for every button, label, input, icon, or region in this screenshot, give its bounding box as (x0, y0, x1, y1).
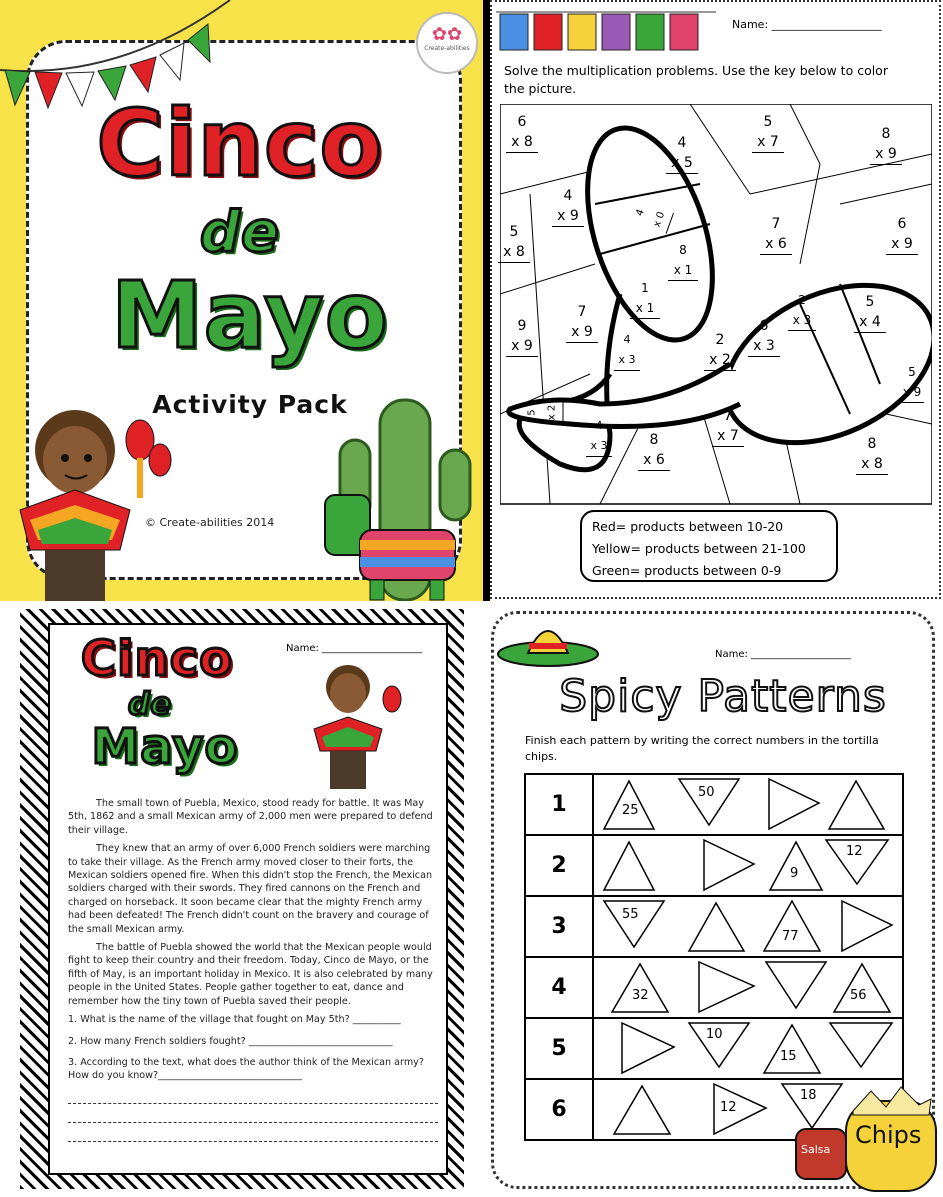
mult-problem (760, 214, 792, 255)
problem-top: 8 (679, 243, 687, 257)
problem-top: 4 (595, 419, 603, 432)
mult-problem (552, 186, 584, 227)
cover-copyright: © Create-abilities 2014 (145, 516, 275, 529)
color-sheet-instructions: Solve the multiplication problems. Use the key below to color the picture. (504, 63, 888, 96)
pattern-row (525, 896, 903, 957)
problem-top: 5 (763, 114, 773, 130)
pattern-row (525, 835, 903, 896)
color-by-number-panel (490, 0, 943, 601)
problem-bottom: x 9 (566, 322, 598, 343)
problem-bottom: x 9 (900, 382, 924, 403)
chip-value: 12 (846, 844, 863, 859)
problem-bottom: x 9 (886, 234, 918, 255)
patterns-name-field: Name: ____________________ (715, 649, 852, 660)
boy-illustration (308, 659, 408, 789)
row-number: 4 (525, 957, 593, 1018)
cover-title-mayo: Mayo (111, 262, 389, 369)
problem-top: 8 (881, 126, 891, 142)
reading-story (68, 797, 438, 1148)
problem-bottom: x 9 (552, 206, 584, 227)
cover-title-de: de (199, 200, 281, 265)
mult-problem (788, 290, 816, 331)
mult-problem (506, 112, 538, 153)
chips-shapes (594, 897, 906, 956)
chip-value: 77 (782, 929, 799, 944)
reading-title-mayo: Mayo (91, 719, 239, 775)
problem-bottom: x 7 (752, 132, 784, 153)
patterns-title: Spicy Patterns (559, 671, 887, 722)
answer-line (68, 1091, 438, 1104)
problem-top: 7 (771, 216, 781, 232)
mult-problem (566, 302, 598, 343)
chip-value: 15 (780, 1049, 797, 1064)
problem-bottom: x 8 (498, 242, 530, 263)
chip-value: 10 (706, 1027, 723, 1042)
pattern-chips (593, 835, 903, 896)
row-number: 5 (525, 1018, 593, 1079)
papel-picado-banner (496, 6, 716, 56)
mult-problem (856, 434, 888, 475)
problem-top: 4 (563, 188, 573, 204)
salsa-label: Salsa (801, 1143, 831, 1156)
key-yellow: Yellow= products between 21-100 (592, 541, 806, 556)
mult-problem (870, 124, 902, 165)
patterns-instructions: Finish each pattern by writing the correct numbers in the tortilla chips. (525, 734, 879, 763)
problem-bottom: x 8 (856, 454, 888, 475)
patterns-panel (483, 601, 943, 1197)
problem-top: 6 (517, 114, 527, 130)
chip-value: 55 (622, 907, 639, 922)
story-paragraph: The battle of Puebla showed the world that the Mexican people would fight to keep their country and their freedom. Today, Cinco de Mayo, or the fifth of May, is an important holiday in Mexico. It is also celebrated by many people in the United States. People gather together to eat, dance and remember how the tiny town of Puebla saved their people. (68, 942, 433, 1007)
problem-top: 7 (723, 408, 733, 424)
story-paragraph: They knew that an army of over 6,000 French soldiers were marching to take their village. As the French army moved closer to their forts, the Mexican soldiers opened fire. When this didn't stop the French, the Mexican soldiers charged with their swords. They fired cannons on the French and charged on horseback. It soon became clear that the mighty French army had been defeated! The French didn't count on the bravery and courage of the small Mexican army. (68, 843, 433, 935)
problem-top: 9 (517, 318, 527, 334)
problem-top: 4 (677, 135, 687, 151)
reading-panel (0, 601, 483, 1197)
boy-with-maraca-illustration (10, 380, 180, 601)
chip-value: 18 (800, 1088, 817, 1103)
key-red: Red= products between 10-20 (592, 519, 784, 534)
problem-bottom: x 9 (870, 144, 902, 165)
mult-problem (900, 362, 924, 403)
chip-value: 32 (632, 988, 649, 1003)
mult-problem (506, 316, 538, 357)
mult-problem (666, 133, 698, 174)
pattern-row (525, 1018, 903, 1079)
problem-top: 6 (897, 216, 907, 232)
problem-top: 5 (908, 365, 916, 379)
row-number: 1 (525, 774, 593, 835)
problem-bottom: x 5 (666, 153, 698, 174)
problem-bottom: x 4 (854, 312, 886, 333)
problem-top: 5 (865, 294, 875, 310)
problem-top: 5 (526, 409, 538, 416)
problem-bottom: x 9 (506, 336, 538, 357)
mult-problem (854, 292, 886, 333)
answer-line (68, 1129, 438, 1142)
problem-bottom: x 6 (638, 450, 670, 471)
chip-value: 25 (622, 803, 639, 818)
pattern-row (525, 774, 903, 835)
problem-bottom: x 2 (543, 402, 564, 424)
question-1: 1. What is the name of the village that fought on May 5th? __________ (68, 1014, 401, 1026)
reading-name-field: Name: ____________________ (286, 643, 423, 654)
chips-label: Chips (855, 1121, 922, 1149)
mult-problem (614, 330, 640, 371)
cover-panel (0, 0, 483, 601)
mult-problem (630, 278, 660, 319)
mult-problem (748, 316, 780, 357)
problem-top: 2 (715, 332, 725, 348)
chip-value: 56 (850, 988, 867, 1003)
chip-value: 50 (698, 785, 715, 800)
key-green: Green= products between 0-9 (592, 563, 782, 578)
mult-problem (586, 416, 612, 457)
mult-problem (752, 112, 784, 153)
problem-bottom: x 2 (704, 350, 736, 371)
mult-problem (712, 406, 744, 447)
pattern-row (525, 957, 903, 1018)
cover-subtitle: Activity Pack (152, 390, 348, 419)
pinata-donkey-illustration (315, 485, 465, 601)
problem-bottom: x 0 (647, 206, 674, 234)
chip-value: 12 (720, 1100, 737, 1115)
create-abilities-logo: ✿✿ Create-abilities (416, 12, 478, 74)
problem-top: 7 (577, 304, 587, 320)
logo-text: Create-abilities (424, 45, 470, 52)
problem-top: 2 (798, 293, 806, 307)
problem-top: 4 (623, 333, 631, 346)
problem-top: 5 (509, 224, 519, 240)
answer-line (68, 1110, 438, 1123)
row-number: 2 (525, 835, 593, 896)
pattern-chips (593, 896, 903, 957)
pattern-chips (593, 1018, 903, 1079)
mult-problem (886, 214, 918, 255)
problem-top: 4 (634, 207, 647, 218)
problem-top: 6 (759, 318, 769, 334)
problem-bottom: x 3 (748, 336, 780, 357)
problem-top: 1 (641, 281, 649, 295)
pattern-chips (593, 957, 903, 1018)
chips-shapes (594, 775, 906, 834)
reading-title-de: de (128, 687, 172, 722)
problem-bottom: x 3 (586, 436, 612, 457)
mult-problem (704, 330, 736, 371)
problem-top: 8 (649, 432, 659, 448)
color-sheet-name-field: Name: ____________________ (732, 18, 882, 31)
problem-bottom: x 1 (668, 260, 698, 281)
problem-bottom: x 6 (760, 234, 792, 255)
mult-problem (668, 240, 698, 281)
cover-title-cinco: Cinco (96, 90, 384, 197)
question-3: 3. According to the text, what does the author think of the Mexican army? How do you know?______________________________ (68, 1056, 424, 1082)
mult-problem (498, 222, 530, 263)
story-paragraph: The small town of Puebla, Mexico, stood ready for battle. It was May 5th, 1862 and a small Mexican army of 2,000 men were prepared to defend their village. (68, 798, 433, 836)
row-number: 6 (525, 1079, 593, 1140)
sombrero-illustration (493, 609, 603, 669)
problem-bottom: x 7 (712, 426, 744, 447)
mult-problem (523, 402, 564, 424)
row-number: 3 (525, 896, 593, 957)
mult-problem (638, 430, 670, 471)
problem-bottom: x 8 (506, 132, 538, 153)
problem-bottom: x 1 (630, 298, 660, 319)
problem-bottom: x 3 (788, 310, 816, 331)
question-2: 2. How many French soldiers fought? ______________________________ (68, 1035, 393, 1047)
problem-top: 8 (867, 436, 877, 452)
chip-value: 9 (790, 866, 799, 881)
reading-title-cinco: Cinco (80, 631, 234, 687)
problem-bottom: x 3 (614, 350, 640, 371)
pattern-chips (593, 774, 903, 835)
color-key-box (580, 510, 838, 582)
chips-shapes (594, 1019, 906, 1078)
